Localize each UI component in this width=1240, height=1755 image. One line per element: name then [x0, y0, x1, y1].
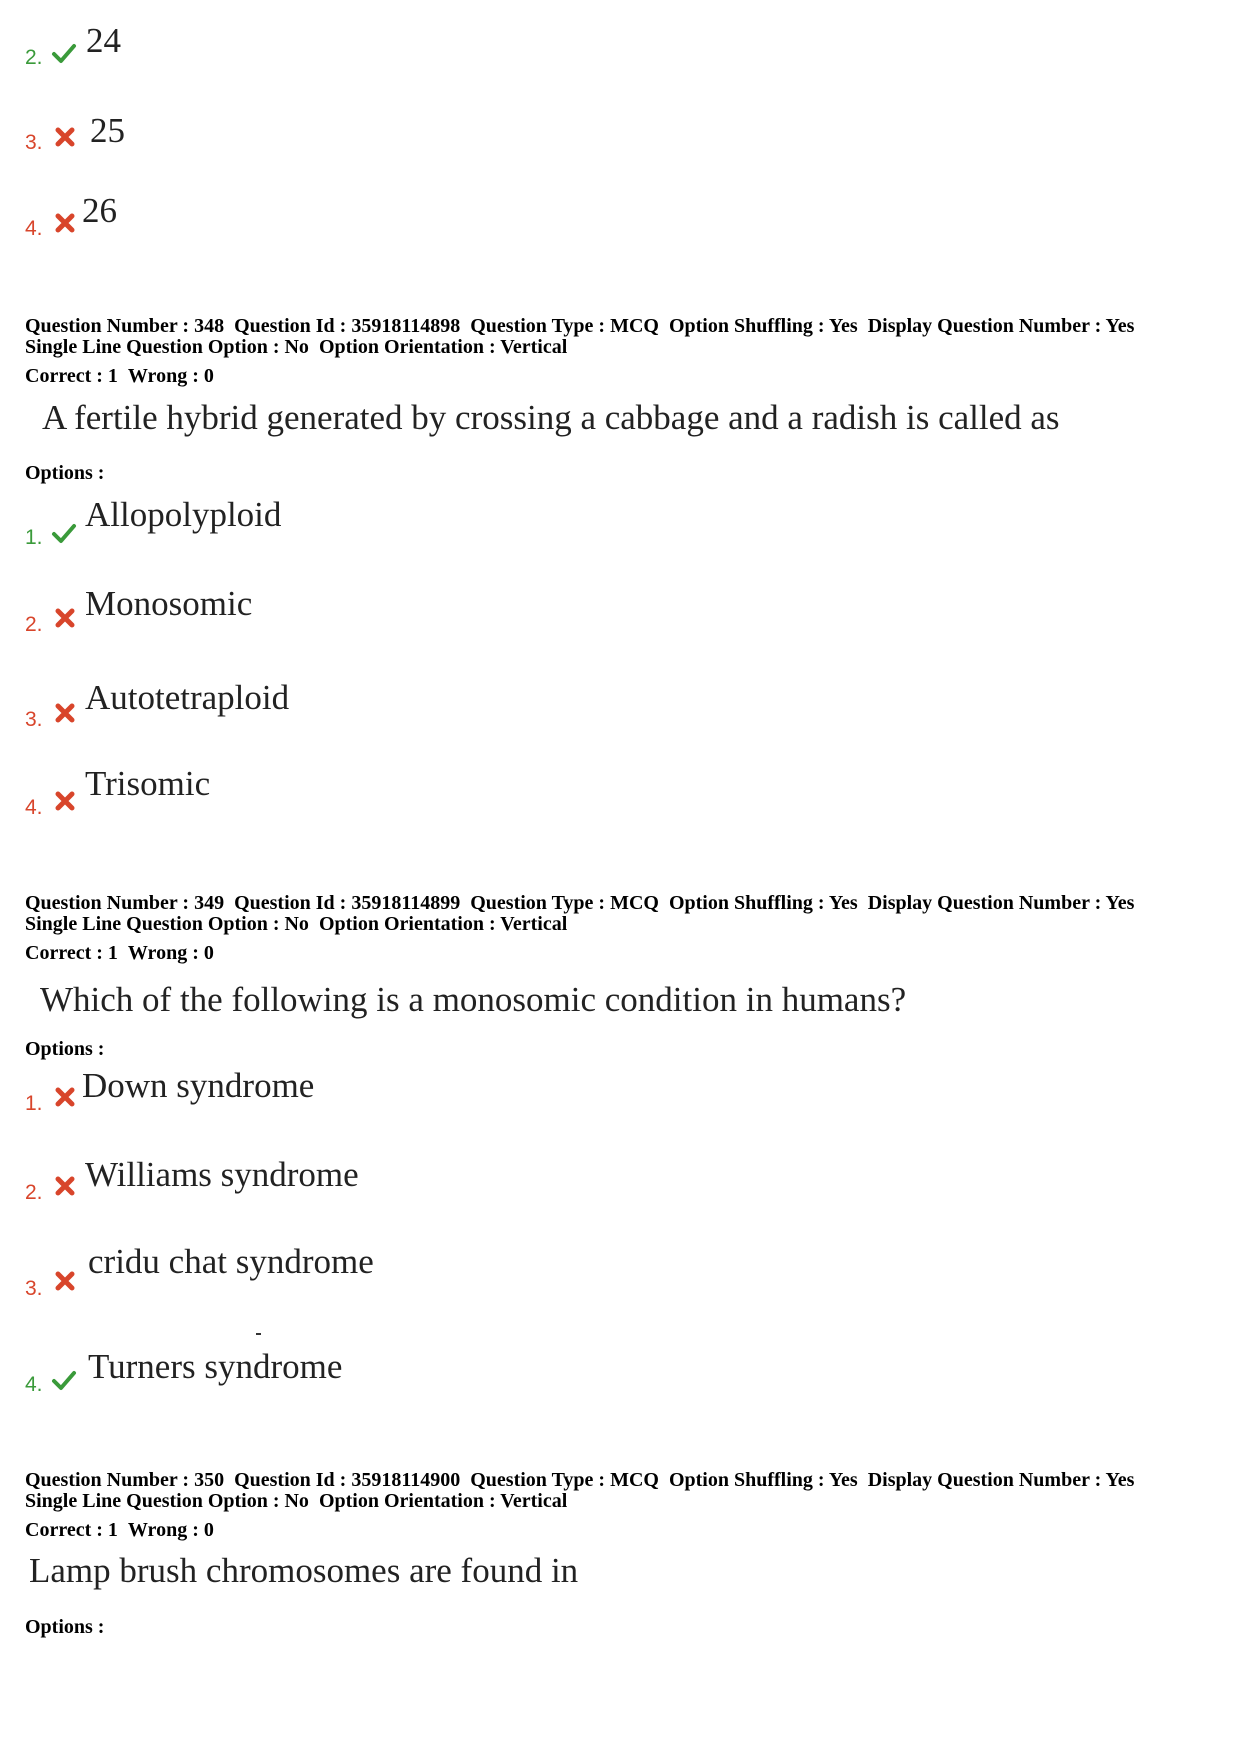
question-meta-line2 [25, 914, 567, 935]
option-number: 1. [25, 1092, 43, 1115]
wrong-score: Wrong : 0 [127, 1519, 214, 1541]
cross-icon [52, 1084, 78, 1110]
meta-question-number: Question Number : 349 [25, 892, 225, 914]
question-meta [25, 316, 1134, 337]
option-number: 3. [25, 131, 43, 154]
check-icon [51, 520, 77, 546]
stray-mark [256, 1333, 261, 1335]
meta-question-type: Question Type : MCQ [470, 315, 659, 337]
option-text: Autotetraploid [85, 678, 290, 717]
wrong-score: Wrong : 0 [127, 942, 214, 964]
option-text: 25 [90, 111, 125, 150]
option-text: Turners syndrome [88, 1347, 343, 1386]
meta-orientation: Option Orientation : Vertical [318, 913, 568, 935]
correct-score: Correct : 1 [25, 365, 118, 387]
option-number: 3. [25, 1277, 43, 1300]
meta-question-id: Question Id : 35918114898 [234, 315, 461, 337]
cross-icon [52, 1268, 78, 1294]
option-text: cridu chat syndrome [88, 1242, 374, 1281]
meta-option-shuffling: Option Shuffling : Yes [668, 1469, 858, 1491]
cross-icon [52, 124, 78, 150]
meta-orientation: Option Orientation : Vertical [318, 1490, 568, 1512]
cross-icon [52, 605, 78, 631]
cross-icon [52, 210, 78, 236]
meta-display-number: Display Question Number : Yes [867, 892, 1135, 914]
option-number: 2. [25, 46, 43, 69]
score-line [25, 1520, 214, 1541]
meta-question-number: Question Number : 350 [25, 1469, 225, 1491]
meta-question-id: Question Id : 35918114900 [234, 1469, 461, 1491]
option-number: 2. [25, 613, 43, 636]
meta-orientation: Option Orientation : Vertical [318, 336, 568, 358]
option-text: Allopolyploid [85, 495, 282, 534]
meta-question-number: Question Number : 348 [25, 315, 225, 337]
meta-single-line: Single Line Question Option : No [25, 1490, 309, 1512]
question-meta-line2 [25, 337, 567, 358]
option-number: 4. [25, 1373, 43, 1396]
option-number: 4. [25, 796, 43, 819]
meta-display-number: Display Question Number : Yes [867, 315, 1135, 337]
option-text: Williams syndrome [85, 1155, 359, 1194]
option-text: 24 [86, 21, 121, 60]
score-line [25, 943, 214, 964]
question-meta [25, 1470, 1134, 1491]
meta-display-number: Display Question Number : Yes [867, 1469, 1135, 1491]
option-number: 4. [25, 217, 43, 240]
question-text: A fertile hybrid generated by crossing a cabbage and a radish is called as [42, 398, 1060, 437]
question-text: Which of the following is a monosomic condition in humans? [40, 980, 907, 1019]
score-line [25, 366, 214, 387]
meta-option-shuffling: Option Shuffling : Yes [668, 892, 858, 914]
option-number: 1. [25, 526, 43, 549]
option-number: 2. [25, 1181, 43, 1204]
check-icon [51, 40, 77, 66]
options-label: Options : [25, 462, 105, 484]
question-text: Lamp brush chromosomes are found in [29, 1551, 579, 1590]
cross-icon [52, 788, 78, 814]
options-label: Options : [25, 1616, 105, 1638]
option-text: Trisomic [85, 764, 211, 803]
meta-single-line: Single Line Question Option : No [25, 913, 309, 935]
option-text: 26 [82, 191, 117, 230]
option-text: Down syndrome [82, 1066, 315, 1105]
meta-question-type: Question Type : MCQ [470, 1469, 659, 1491]
option-number: 3. [25, 708, 43, 731]
meta-question-type: Question Type : MCQ [470, 892, 659, 914]
correct-score: Correct : 1 [25, 942, 118, 964]
question-meta [25, 893, 1134, 914]
check-icon [51, 1367, 77, 1393]
cross-icon [52, 700, 78, 726]
meta-question-id: Question Id : 35918114899 [234, 892, 461, 914]
question-meta-line2 [25, 1491, 567, 1512]
option-text: Monosomic [85, 584, 253, 623]
correct-score: Correct : 1 [25, 1519, 118, 1541]
cross-icon [52, 1173, 78, 1199]
options-label: Options : [25, 1038, 105, 1060]
meta-option-shuffling: Option Shuffling : Yes [668, 315, 858, 337]
wrong-score: Wrong : 0 [127, 365, 214, 387]
meta-single-line: Single Line Question Option : No [25, 336, 309, 358]
